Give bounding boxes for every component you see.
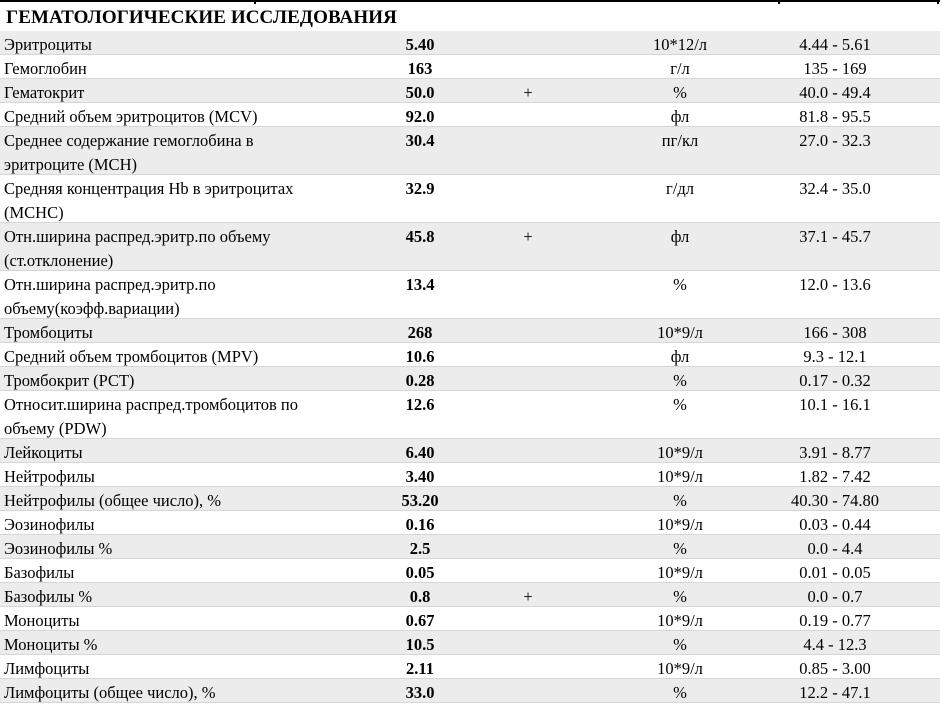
- row-reference: 166 - 308: [803, 323, 867, 342]
- results-table: [0, 31, 940, 703]
- table-row: [0, 367, 940, 391]
- table-row: [0, 655, 940, 679]
- row-unit: г/дл: [666, 179, 694, 198]
- table-row: [0, 487, 940, 511]
- table-row: [0, 679, 940, 703]
- table-row: [0, 127, 940, 175]
- table-row: [0, 55, 940, 79]
- row-name: Лимфоциты (общее число), %: [4, 683, 216, 702]
- table-row: [0, 583, 940, 607]
- section-header: [0, 4, 940, 32]
- row-reference: 32.4 - 35.0: [799, 179, 871, 198]
- row-value: 92.0: [405, 107, 435, 126]
- row-name: Средняя концентрация Hb в эритроцитах (MCHC): [4, 179, 294, 222]
- row-value: 32.9: [405, 179, 435, 198]
- row-unit: фл: [670, 347, 690, 366]
- row-value: 0.8: [409, 587, 431, 606]
- table-row: [0, 631, 940, 655]
- row-reference: 0.85 - 3.00: [799, 659, 871, 678]
- row-flag: +: [523, 587, 533, 606]
- row-value: 5.40: [405, 35, 435, 54]
- row-unit: 10*9/л: [657, 467, 703, 486]
- row-unit: 10*12/л: [652, 35, 708, 54]
- row-name: Среднее содержание гемоглобина в эритроците (MCH): [4, 131, 254, 174]
- row-reference: 27.0 - 32.3: [799, 131, 871, 150]
- table-row: [0, 175, 940, 223]
- row-value: 30.4: [405, 131, 435, 150]
- row-value: 13.4: [405, 275, 435, 294]
- table-row: [0, 79, 940, 103]
- row-unit: %: [673, 83, 687, 102]
- row-value: 0.67: [405, 611, 435, 630]
- row-unit: 10*9/л: [657, 515, 703, 534]
- row-unit: г/л: [670, 59, 690, 78]
- row-unit: 10*9/л: [657, 443, 703, 462]
- row-value: 2.11: [406, 659, 434, 678]
- row-reference: 9.3 - 12.1: [803, 347, 867, 366]
- table-row: [0, 535, 940, 559]
- row-name: Гемоглобин: [4, 59, 87, 78]
- table-row: [0, 439, 940, 463]
- row-value: 0.05: [405, 563, 435, 582]
- row-name: Относит.ширина распред.тромбоцитов по объему (PDW): [4, 395, 298, 438]
- row-unit: фл: [670, 227, 690, 246]
- row-unit: %: [673, 635, 687, 654]
- row-name: Средний объем эритроцитов (MCV): [4, 107, 258, 126]
- row-unit: пг/кл: [661, 131, 699, 150]
- row-reference: 0.01 - 0.05: [799, 563, 871, 582]
- row-name: Тромбокрит (PCT): [4, 371, 135, 390]
- row-value: 12.6: [405, 395, 435, 414]
- row-name: Лейкоциты: [4, 443, 83, 462]
- row-unit: фл: [670, 107, 690, 126]
- table-row: [0, 559, 940, 583]
- table-row: [0, 511, 940, 535]
- row-unit: %: [673, 395, 687, 414]
- row-unit: %: [673, 371, 687, 390]
- row-unit: 10*9/л: [657, 659, 703, 678]
- row-name: Гематокрит: [4, 83, 85, 102]
- row-reference: 1.82 - 7.42: [799, 467, 871, 486]
- row-value: 0.28: [405, 371, 435, 390]
- row-reference: 81.8 - 95.5: [799, 107, 871, 126]
- row-reference: 4.44 - 5.61: [799, 35, 871, 54]
- row-flag: +: [523, 83, 533, 102]
- row-value: 50.0: [405, 83, 435, 102]
- row-reference: 0.0 - 0.7: [807, 587, 863, 606]
- row-value: 2.5: [409, 539, 431, 558]
- row-name: Моноциты: [4, 611, 80, 630]
- table-row: [0, 607, 940, 631]
- row-unit: 10*9/л: [657, 323, 703, 342]
- row-value: 6.40: [405, 443, 435, 462]
- row-reference: 37.1 - 45.7: [799, 227, 871, 246]
- table-row: [0, 223, 940, 271]
- row-reference: 40.0 - 49.4: [799, 83, 871, 102]
- row-name: Отн.ширина распред.эритр.по объему(коэфф.вариации): [4, 275, 216, 318]
- row-name: Нейтрофилы: [4, 467, 95, 486]
- row-value: 33.0: [405, 683, 435, 702]
- row-name: Тромбоциты: [4, 323, 93, 342]
- row-name: Нейтрофилы (общее число), %: [4, 491, 221, 510]
- section-title: ГЕМАТОЛОГИЧЕСКИЕ ИССЛЕДОВАНИЯ: [6, 7, 397, 28]
- table-row: [0, 463, 940, 487]
- row-reference: 135 - 169: [803, 59, 867, 78]
- row-unit: %: [673, 587, 687, 606]
- row-value: 0.16: [405, 515, 435, 534]
- row-reference: 0.0 - 4.4: [807, 539, 863, 558]
- row-flag: +: [523, 227, 533, 246]
- row-reference: 12.0 - 13.6: [799, 275, 871, 294]
- row-value: 163: [407, 59, 433, 78]
- row-name: Моноциты %: [4, 635, 98, 654]
- table-row: [0, 271, 940, 319]
- row-value: 53.20: [401, 491, 439, 510]
- row-name: Базофилы %: [4, 587, 93, 606]
- row-unit: %: [673, 491, 687, 510]
- row-reference: 0.03 - 0.44: [799, 515, 871, 534]
- row-unit: %: [673, 683, 687, 702]
- row-unit: 10*9/л: [657, 563, 703, 582]
- top-border-line: [0, 0, 940, 2]
- row-value: 3.40: [405, 467, 435, 486]
- row-reference: 12.2 - 47.1: [799, 683, 871, 702]
- row-name: Средний объем тромбоцитов (MPV): [4, 347, 259, 366]
- row-reference: 4.4 - 12.3: [803, 635, 867, 654]
- row-reference: 0.17 - 0.32: [799, 371, 871, 390]
- row-name: Эозинофилы %: [4, 539, 113, 558]
- row-name: Базофилы: [4, 563, 75, 582]
- row-name: Отн.ширина распред.эритр.по объему (ст.отклонение): [4, 227, 271, 270]
- row-unit: %: [673, 275, 687, 294]
- row-name: Лимфоциты: [4, 659, 90, 678]
- row-name: Эритроциты: [4, 35, 92, 54]
- table-row: [0, 319, 940, 343]
- row-name: Эозинофилы: [4, 515, 95, 534]
- row-value: 10.5: [405, 635, 435, 654]
- table-row: [0, 31, 940, 55]
- row-unit: 10*9/л: [657, 611, 703, 630]
- row-value: 10.6: [405, 347, 435, 366]
- row-reference: 3.91 - 8.77: [799, 443, 871, 462]
- row-unit: %: [673, 539, 687, 558]
- table-row: [0, 343, 940, 367]
- row-value: 45.8: [405, 227, 435, 246]
- row-reference: 10.1 - 16.1: [799, 395, 871, 414]
- row-reference: 0.19 - 0.77: [799, 611, 871, 630]
- table-row: [0, 103, 940, 127]
- row-value: 268: [407, 323, 433, 342]
- row-reference: 40.30 - 74.80: [791, 491, 879, 510]
- table-row: [0, 391, 940, 439]
